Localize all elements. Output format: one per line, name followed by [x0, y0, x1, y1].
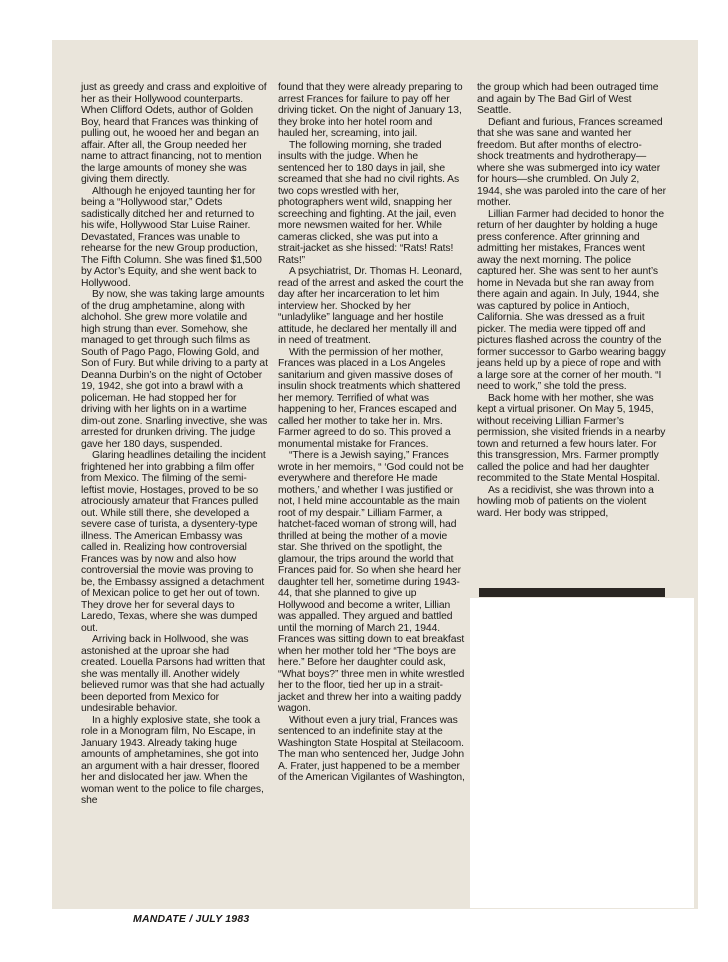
article-column-1	[81, 82, 268, 807]
paragraph: As a recidivist, she was thrown into a howling mob of patients on the violent ward. Her body was stripped,	[477, 484, 654, 519]
paragraph: “There is a Jewish saying,” Frances wrote in her memoirs, “ ‘God could not be everywhere and therefore He made mothers,’ and whether I was justified or not, I held mine accountable as the main root of my despair.” Lilliam Farmer, a hatchet-faced woman of strong will, had thrilled at being the mother of a movie star. She thrived on the spotlight, the glamour, the trips around the world that Frances paid for. So when she heard her daughter tell her, sometime during 1943-44, that she planned to give up Hollywood and become a writer, Lillian was appalled. They argued and battled until the morning of March 21, 1944. Frances was sitting down to eat breakfast when her mother told her “The boys are here.” Before her daughter could ask, “What boys?” three men in white wrestled her to the floor, tied her up in a strait-jacket and threw her into a waiting paddy wagon.	[278, 450, 465, 714]
paragraph: With the permission of her mother, Frances was placed in a Los Angeles sanitarium and given massive doses of insulin shock treatments which shattered her memory. Terrified of what was happening to her, Frances escaped and called her mother to take her in. Mrs. Farmer agreed to do so. This proved a monumental mistake for Frances.	[278, 346, 461, 450]
page-footer: MANDATE / JULY 1983	[133, 913, 250, 925]
paragraph: Defiant and furious, Frances screamed that she was sane and wanted her freedom. But after months of electro-shock treatments and hydrotherapy—where she was submerged into icy water for hours—she crumbled. On July 2, 1944, she was paroled into the care of her mother.	[477, 116, 667, 208]
photo-edge	[479, 588, 665, 597]
blank-overlay	[470, 598, 694, 908]
article-column-3	[477, 82, 667, 519]
paragraph: found that they were already preparing to arrest Frances for failure to pay off her driving ticket. On the night of January 13, they broke into her hotel room and hauled her, screaming, into jail.	[278, 82, 463, 139]
paragraph: The following morning, she traded insults with the judge. When he sentenced her to 180 days in jail, she screamed that she had no civil rights. As two cops wrestled with her, photographers went wild, snapping her screeching and fighting. At the jail, even more newsmen waited for her. While cameras clicked, she was put into a strait-jacket as she hissed: “Rats! Rats! Rats!”	[278, 139, 460, 266]
paragraph: Without even a jury trial, Frances was sentenced to an indefinite stay at the Washington State Hospital at Steilacoom. The man who sentenced her, Judge John A. Frater, just happened to be a member of the American Vigilantes of Washington,	[278, 714, 465, 783]
paragraph: the group which had been outraged time and again by The Bad Girl of West Seattle.	[477, 82, 659, 116]
paragraph: Although he enjoyed taunting her for being a “Hollywood star,” Odets sadistically ditched her and returned to his wife, Hollywood Star Luise Rainer. Devastated, Frances was unable to rehearse for the new Group production, The Fifth Column. She was fined $1,500 by Actor’s Equity, and she went back to Hollywood.	[81, 185, 262, 289]
article-column-2	[278, 82, 465, 784]
paragraph: Arriving back in Hollwood, she was astonished at the uproar she had created. Louella Parsons had written that she was mentally ill. Another widely believed rumor was that she had actually been deported from Mexico for undesirable behavior.	[81, 634, 265, 714]
paragraph: By now, she was taking large amounts of the drug amphetamine, along with alchohol. She grew more volatile and high strung than ever. Somehow, she managed to get through such films as South of Pago Pago, Flowing Gold, and Son of Fury. But while driving to a party at Deanna Durbin’s on the night of October 19, 1942, she got into a brawl with a policeman. He had stopped her for driving with her lights on in a wartime dim-out zone. Snarling invective, she was arrested for drunken driving. The judge gave her 180 days, suspended.	[81, 289, 268, 450]
paragraph: Back home with her mother, she was kept a virtual prisoner. On May 5, 1945, without receiving Lillian Farmer’s permission, she visited friends in a nearby town and returned a few hours later. For this transgression, Mrs. Farmer promptly called the police and had her daughter recommited to the State Mental Hospital.	[477, 392, 666, 484]
paragraph: Glaring headlines detailing the incident frightened her into grabbing a film offer from Mexico. The filming of the semi-leftist movie, Hostages, proved to be so atrociously amateur that Frances pulled out. While still there, she developed a severe case of turista, a dysentery-type illness. The American Embassy was called in. Realizing how controversial Frances was by now and also how controversial the movie was proving to be, the Embassy assigned a detachment of Mexican police to get her out of town. They drove her for several days to Laredo, Texas, where she was dumped out.	[81, 450, 266, 634]
paragraph: Lillian Farmer had decided to honor the return of her daughter by holding a huge press conference. After grinning and admitting her mistakes, Frances went away the next morning. The police captured her. She was sent to her aunt’s home in Nevada but she ran away from there again and again. In July, 1944, she was captured by police in Antioch, California. She was dressed as a fruit picker. The media were tipped off and pictures flashed across the country of the former successor to Garbo wearing baggy jeans held up by a piece of rope and with a large sore at the corner of her mouth. “I need to work,” she told the press.	[477, 208, 666, 392]
paragraph: A psychiatrist, Dr. Thomas H. Leonard, read of the arrest and asked the court the day after her incarceration to let him interview her. Shocked by her “unladylike” language and her hostile attitude, he declared her mentally ill and in need of treatment.	[278, 266, 464, 346]
paragraph: In a highly explosive state, she took a role in a Monogram film, No Escape, in January 1943. Already taking huge amounts of amphetamines, she got into an argument with a hair dresser, floored her and dislocated her jaw. When the woman went to the police to file charges, she	[81, 714, 264, 806]
paragraph: just as greedy and crass and exploitive of her as their Hollywood counterparts. When Clifford Odets, author of Golden Boy, heard that Frances was thinking of pulling out, he wooed her and began an affair. After all, the Group needed her name to attract financing, not to mention the large amounts of money she was giving them directly.	[81, 82, 267, 185]
